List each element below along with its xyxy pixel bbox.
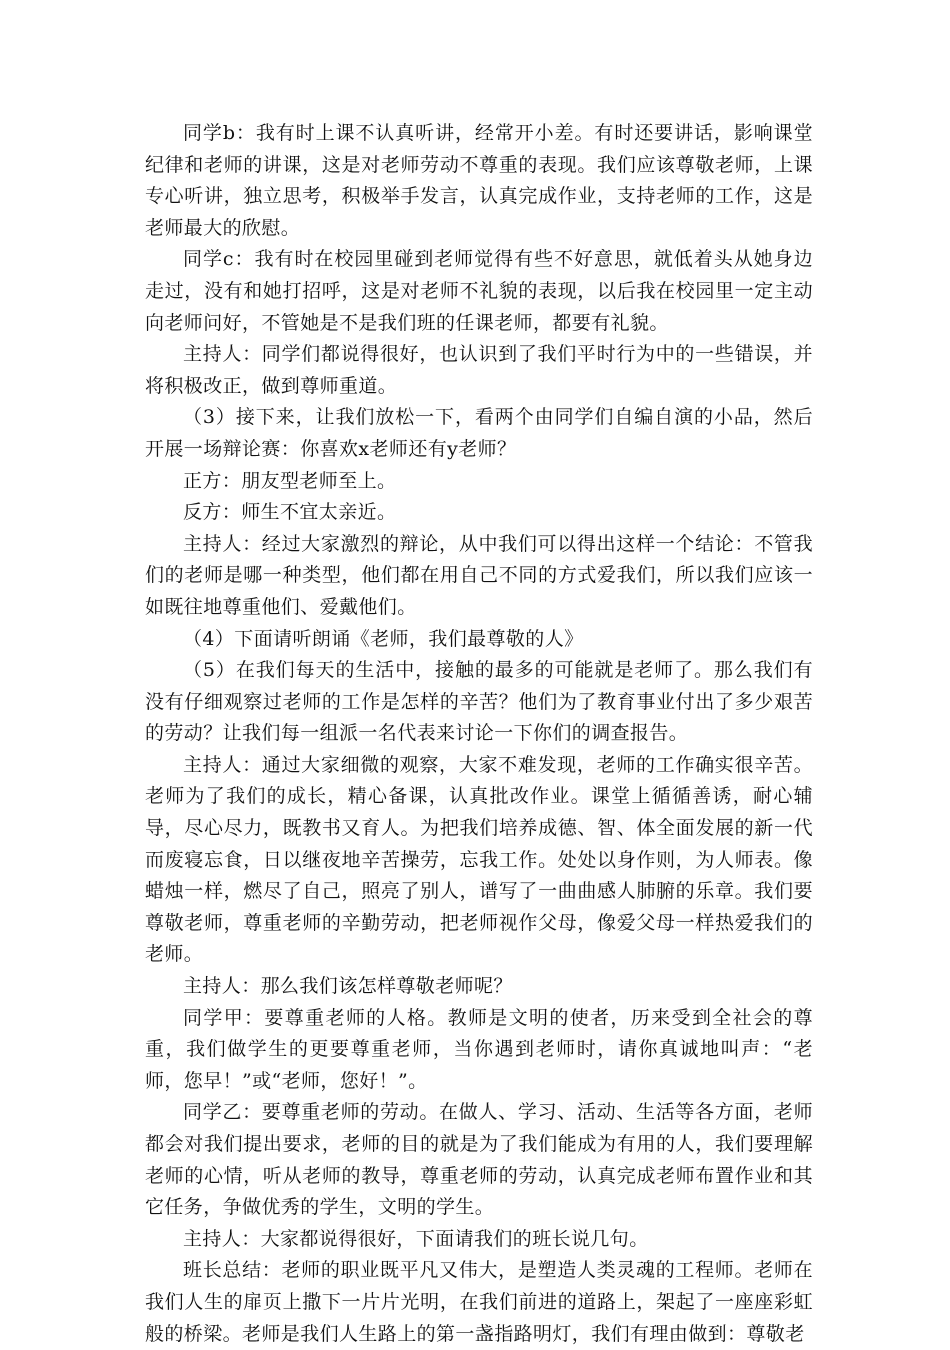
paragraph-host-5: 主持人：大家都说得很好，下面请我们的班长说几句。	[183, 1227, 649, 1250]
paragraph-host-2: 主持人：经过大家激烈的辩论，从中我们可以得出这样一个结论：不管我们的老师是哪一种类型，他们都在用自己不同的方式爱我们，所以我们应该一如既往地尊重他们、爱戴他们。	[145, 532, 813, 618]
paragraph-host-3: 主持人：通过大家细微的观察，大家不难发现，老师的工作确实很辛苦。老师为了我们的成长，精心备课，认真批改作业。课堂上循循善诱，耐心辅导，尽心尽力，既教书又育人。为把我们培养成德、智、体全面发展的新一代而废寝忘食，日以继夜地辛苦操劳，忘我工作。处处以身作则，为人师表。像蜡烛一样，燃尽了自己，照亮了别人，谱写了一曲曲感人肺腑的乐章。我们要尊敬老师，尊重老师的辛勤劳动，把老师视作父母，像爱父母一样热爱我们的老师。	[145, 753, 813, 966]
paragraph-affirmative: 正方：朋友型老师至上。	[183, 469, 397, 492]
paragraph-student-yi: 同学乙：要尊重老师的劳动。在做人、学习、活动、生活等各方面，老师都会对我们提出要求，老师的目的就是为了我们能成为有用的人，我们要理解老师的心情，听从老师的教导，尊重老师的劳动，认真完成老师布置作业和其它任务，争做优秀的学生，文明的学生。	[145, 1101, 813, 1219]
paragraph-step-3: （3）接下来，让我们放松一下，看两个由同学们自编自演的小品，然后开展一场辩论赛：你喜欢x老师还有y老师？	[145, 406, 813, 460]
document-body	[145, 118, 813, 1350]
paragraph-negative: 反方：师生不宜太亲近。	[183, 501, 397, 524]
paragraph-host-1: 主持人：同学们都说得很好，也认识到了我们平时行为中的一些错误，并将积极改正，做到尊师重道。	[145, 343, 813, 397]
paragraph-student-b: 同学b：我有时上课不认真听讲，经常开小差。有时还要讲话，影响课堂纪律和老师的讲课，这是对老师劳动不尊重的表现。我们应该尊敬老师，上课专心听讲，独立思考，积极举手发言，认真完成作业，支持老师的工作，这是老师最大的欣慰。	[145, 122, 813, 239]
paragraph-step-5: （5）在我们每天的生活中，接触的最多的可能就是老师了。那么我们有没有仔细观察过老师的工作是怎样的辛苦？他们为了教育事业付出了多少艰苦的劳动？让我们每一组派一名代表来讨论一下你们的调查报告。	[145, 659, 813, 745]
paragraph-monitor-summary: 班长总结：老师的职业既平凡又伟大，是塑造人类灵魂的工程师。老师在我们人生的扉页上撒下一片片光明，在我们前进的道路上，架起了一座座彩虹般的桥梁。老师是我们人生路上的第一盏指路明灯，我们有理由做到：尊敬老	[145, 1259, 813, 1345]
paragraph-student-c: 同学c：我有时在校园里碰到老师觉得有些不好意思，就低着头从她身边走过，没有和她打招呼，这是对老师不礼貌的表现，以后我在校园里一定主动向老师问好，不管她是不是我们班的任课老师，都要有礼貌。	[145, 248, 813, 334]
paragraph-student-jia: 同学甲：要尊重老师的人格。教师是文明的使者，历来受到全社会的尊重，我们做学生的更要尊重老师，当你遇到老师时，请你真诚地叫声：“老师，您早！”或“老师，您好！”。	[145, 1006, 813, 1092]
paragraph-host-4: 主持人：那么我们该怎样尊敬老师呢？	[183, 975, 513, 998]
paragraph-step-4: （4）下面请听朗诵《老师，我们最尊敬的人》	[183, 627, 584, 650]
